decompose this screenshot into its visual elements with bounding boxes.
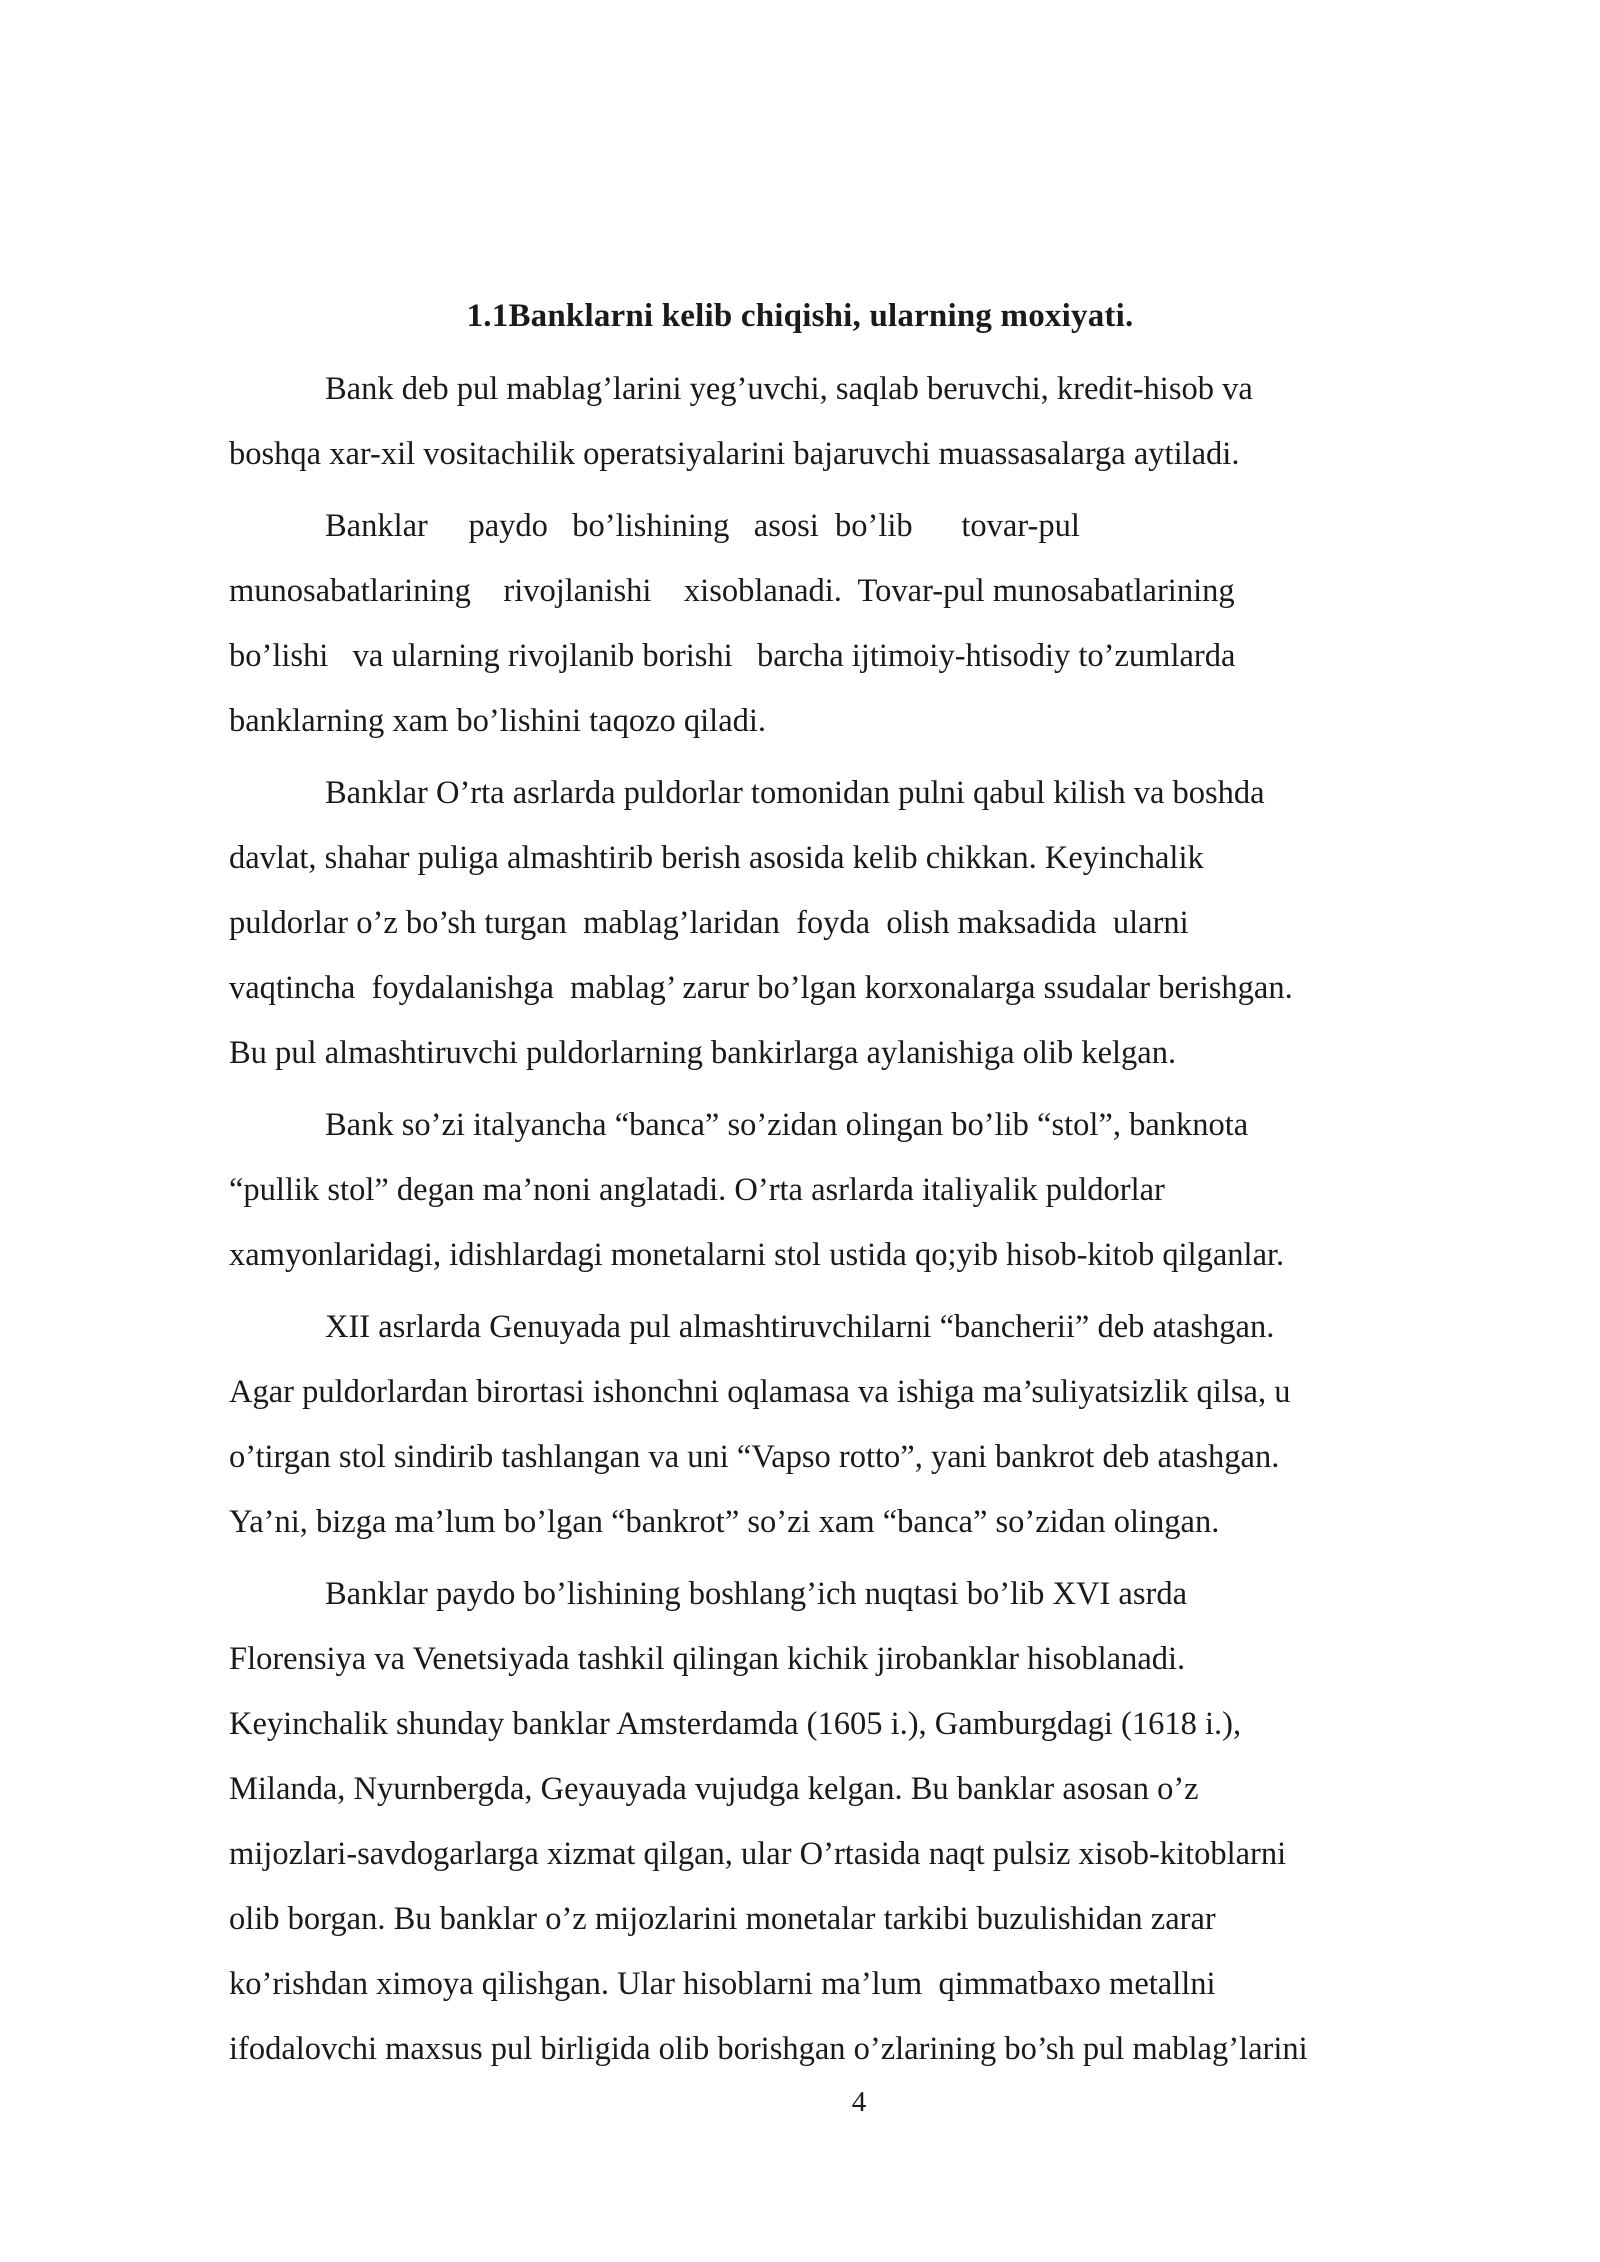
body-line: Keyinchalik shunday banklar Amsterdamda (1605 i.), Gamburgdagi (1618 i.), xyxy=(229,1706,1242,1742)
body-line: ko’rishdan ximoya qilishgan. Ular hisoblarni ma’lum qimmatbaxo metallni xyxy=(229,1966,1216,2002)
body-line: o’tirgan stol sindirib tashlangan va uni “Vapso rotto”, yani bankrot deb atashgan. xyxy=(229,1439,1280,1475)
body-line: Bu pul almashtiruvchi puldorlarning bankirlarga aylanishiga olib kelgan. xyxy=(229,1035,1177,1071)
body-line: Bank so’zi italyancha “banca” so’zidan olingan bo’lib “stol”, banknota xyxy=(325,1107,1249,1143)
body-line: puldorlar o’z bo’sh turgan mablag’laridan foyda olish maksadida ularni xyxy=(229,905,1189,941)
body-line: XII asrlarda Genuyada pul almashtiruvchilarni “bancherii” deb atashgan. xyxy=(325,1309,1275,1345)
body-line: ifodalovchi maxsus pul birligida olib borishgan o’zlarining bo’sh pul mablag’larini xyxy=(229,2031,1308,2067)
body-line: Agar puldorlardan birortasi ishonchni oqlamasa va ishiga ma’suliyatsizlik qilsa, u xyxy=(229,1374,1291,1410)
body-line: Milanda, Nyurnbergda, Geyauyada vujudga kelgan. Bu banklar asosan o’z xyxy=(229,1771,1199,1807)
body-line: munosabatlarining rivojlanishi xisoblanadi. Tovar-pul munosabatlarining xyxy=(229,573,1235,609)
page-number: 4 xyxy=(851,2086,867,2118)
section-heading: 1.1Banklarni kelib chiqishi, ularning moxiyati. xyxy=(466,298,1134,334)
body-line: boshqa xar-xil vositachilik operatsiyalarini bajaruvchi muassasalarga aytiladi. xyxy=(229,436,1240,472)
body-line: mijozlari-savdogarlarga xizmat qilgan, ular O’rtasida naqt pulsiz xisob-kitoblarni xyxy=(229,1836,1287,1872)
body-line: bo’lishi va ularning rivojlanib borishi barcha ijtimoiy-htisodiy to’zumlarda xyxy=(229,638,1236,674)
body-line: Banklar O’rta asrlarda puldorlar tomonidan pulni qabul kilish va boshda xyxy=(325,775,1265,811)
body-line: banklarning xam bo’lishini taqozo qiladi. xyxy=(229,703,767,739)
body-line: Banklar paydo bo’lishining boshlang’ich nuqtasi bo’lib XVI asrda xyxy=(325,1576,1187,1612)
body-line: xamyonlaridagi, idishlardagi monetalarni stol ustida qo;yib hisob-kitob qilganlar. xyxy=(229,1237,1285,1273)
body-line: olib borgan. Bu banklar o’z mijozlarini monetalar tarkibi buzulishidan zarar xyxy=(229,1901,1216,1937)
body-line: Florensiya va Venetsiyada tashkil qilingan kichik jirobanklar hisoblanadi. xyxy=(229,1641,1186,1677)
body-line: vaqtincha foydalanishga mablag’ zarur bo’lgan korxonalarga ssudalar berishgan. xyxy=(229,970,1293,1006)
body-line: Ya’ni, bizga ma’lum bo’lgan “bankrot” so’zi xam “banca” so’zidan olingan. xyxy=(229,1504,1220,1540)
body-line: Banklar paydo bo’lishining asosi bo’lib tovar-pul xyxy=(325,508,1080,544)
body-line: “pullik stol” degan ma’noni anglatadi. O’rta asrlarda italiyalik puldorlar xyxy=(229,1172,1165,1208)
body-line: davlat, shahar puliga almashtirib berish asosida kelib chikkan. Keyinchalik xyxy=(229,840,1204,876)
body-line: Bank deb pul mablag’larini yeg’uvchi, saqlab beruvchi, kredit-hisob va xyxy=(325,371,1253,407)
